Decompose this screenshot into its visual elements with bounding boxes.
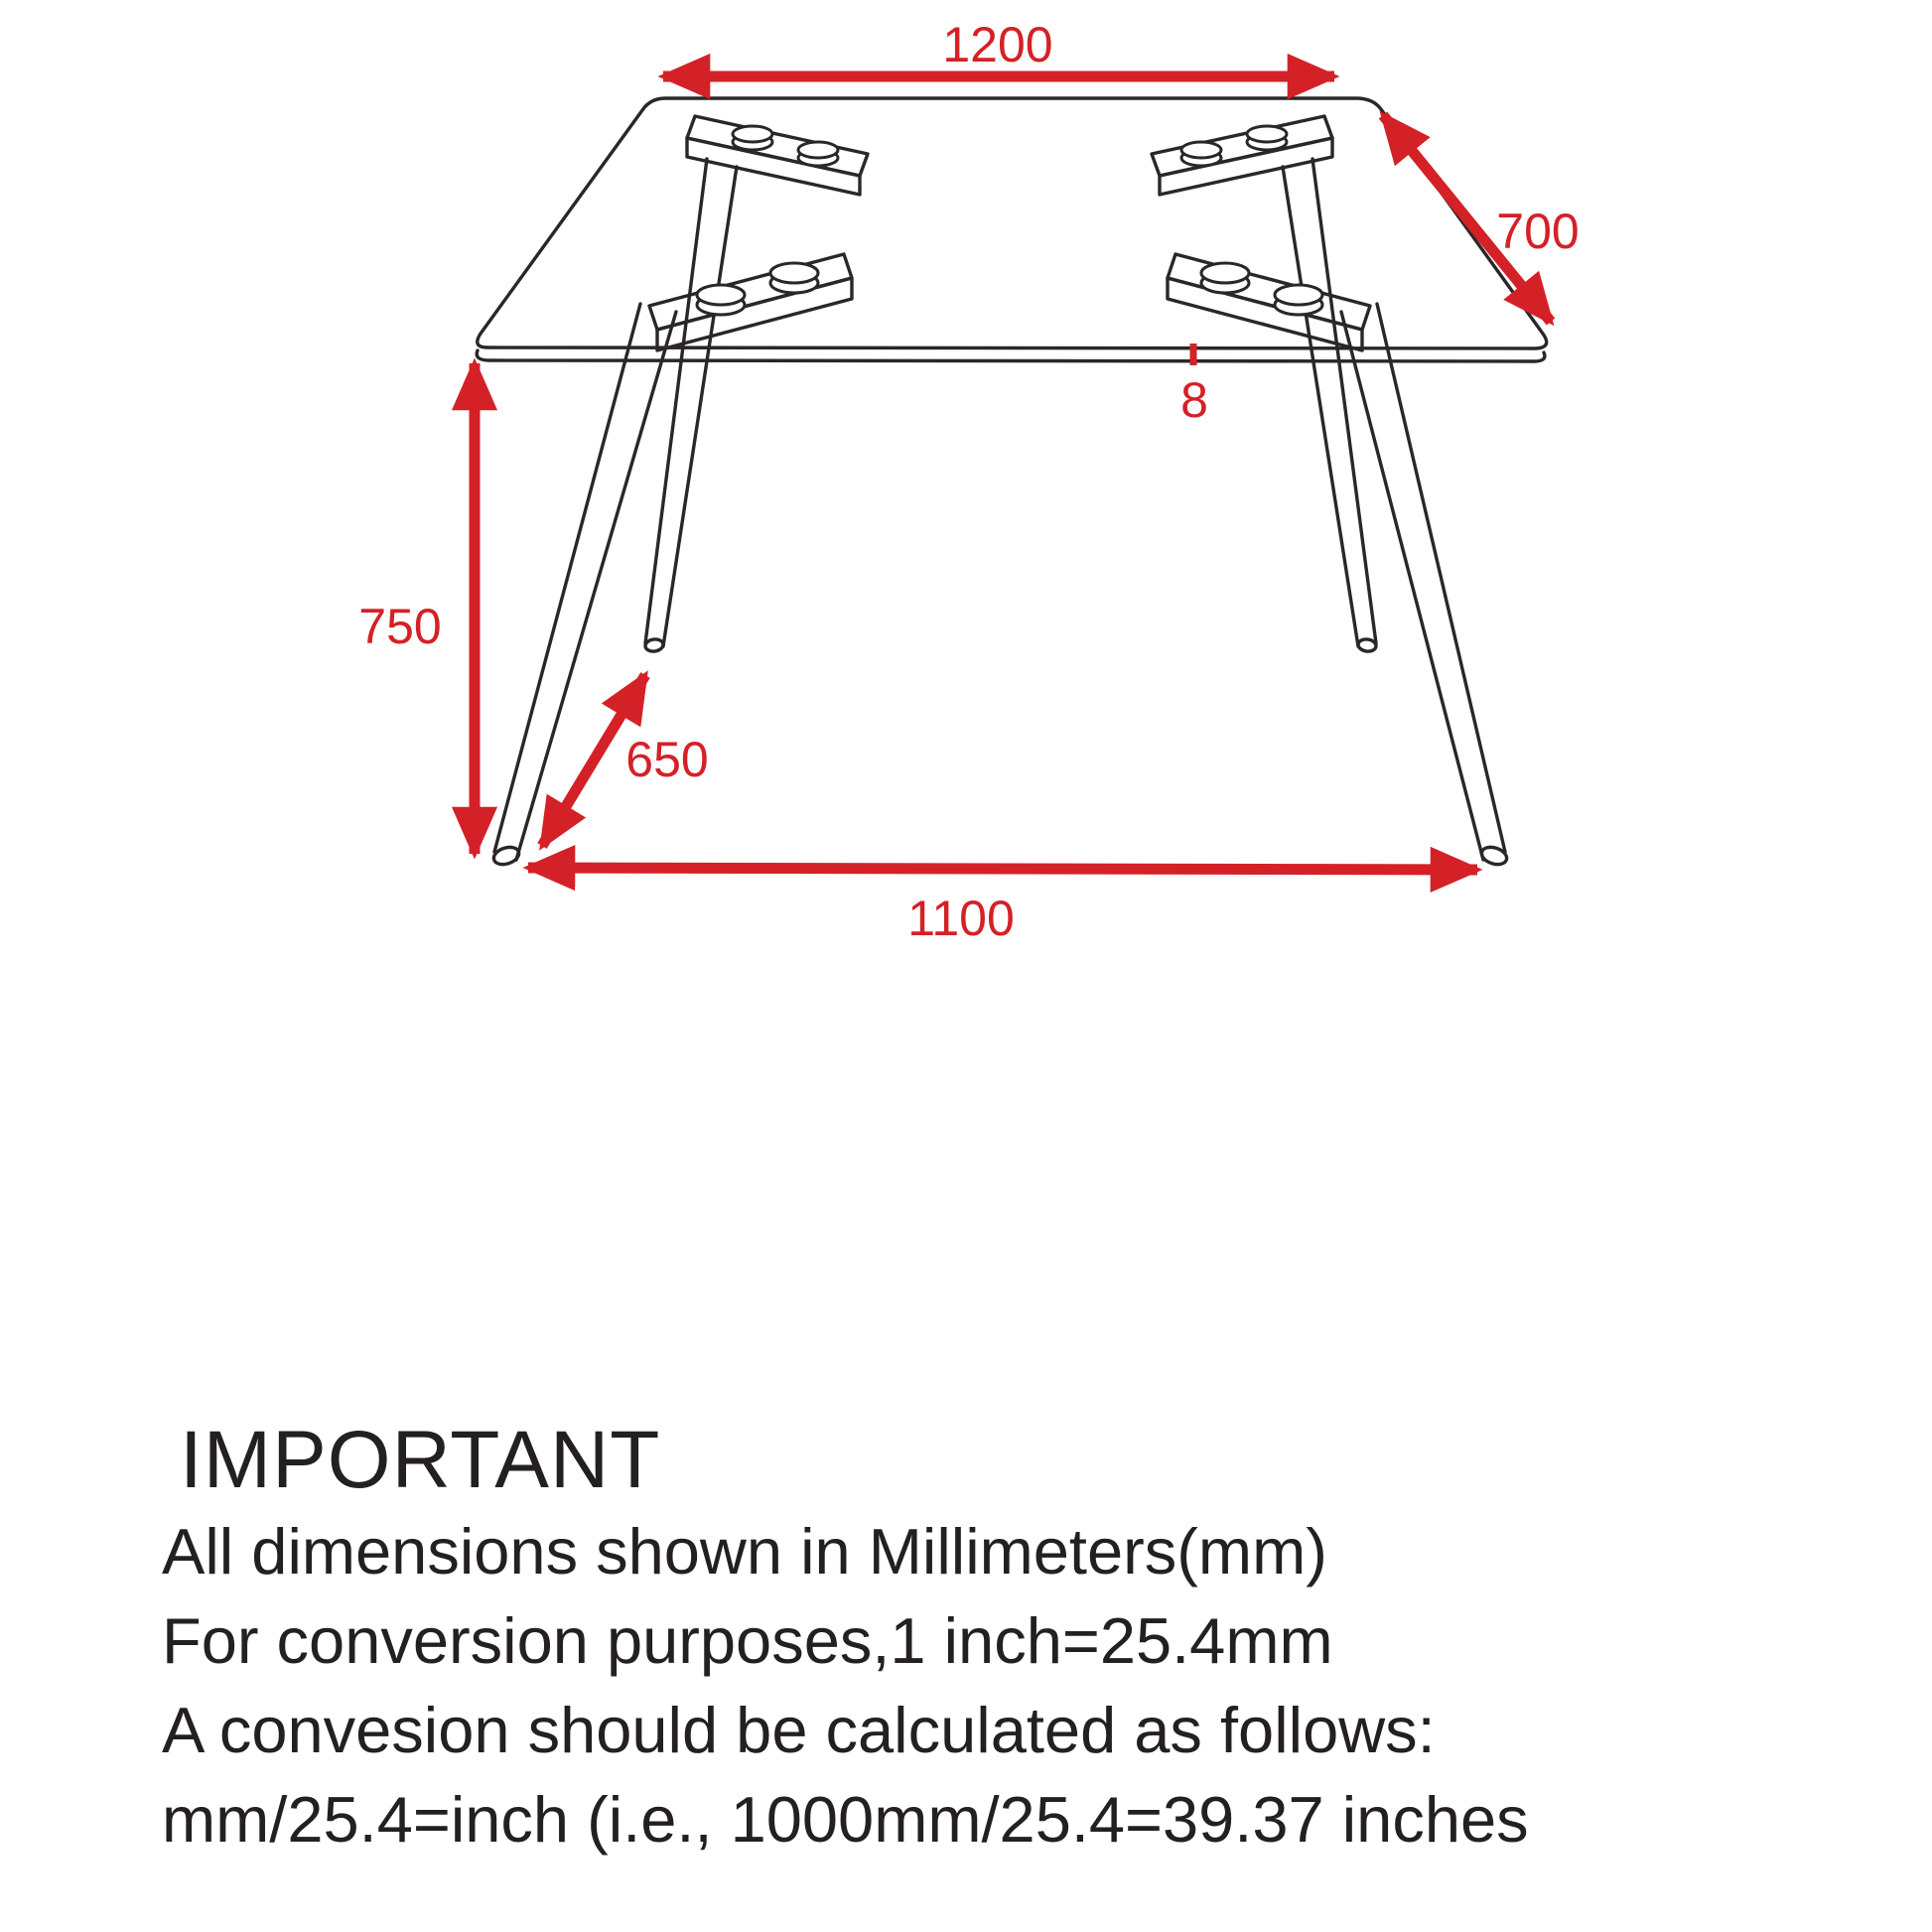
note-heading: IMPORTANT bbox=[180, 1415, 661, 1505]
note-line-units: All dimensions shown in Millimeters(mm) bbox=[162, 1515, 1327, 1587]
dimension-leg-depth-span bbox=[542, 675, 709, 846]
screw-boss bbox=[1181, 142, 1221, 158]
dim-label-glass-thickness: 8 bbox=[1180, 372, 1208, 428]
dim-label-top-width: 1200 bbox=[942, 17, 1053, 72]
note-line-conversion-factor: For conversion purposes,1 inch=25.4mm bbox=[162, 1604, 1333, 1677]
dimension-table-height bbox=[358, 363, 475, 854]
leg-back-right-foot bbox=[1357, 638, 1376, 652]
dimension-top-depth bbox=[1383, 115, 1580, 322]
screw-boss bbox=[798, 142, 838, 158]
glass-front-thickness-line bbox=[477, 350, 1545, 361]
leg-back-left-foot bbox=[644, 638, 663, 652]
dim-label-leg-width-span: 1100 bbox=[907, 891, 1015, 946]
dim-label-top-depth: 700 bbox=[1496, 204, 1580, 259]
dim-label-table-height: 750 bbox=[358, 599, 442, 654]
bracket-back-right-top-face bbox=[1152, 116, 1332, 176]
leg-front-right-outer-edge bbox=[1377, 304, 1505, 852]
screw-boss bbox=[733, 126, 772, 142]
leg-back-right-inner-edge bbox=[1283, 167, 1358, 646]
dim-label-leg-depth-span: 650 bbox=[625, 732, 709, 787]
leg-front-left-outer-edge bbox=[494, 304, 640, 852]
bracket-back-right bbox=[1152, 116, 1332, 195]
dimension-top-width bbox=[663, 17, 1334, 76]
leg-back-right-outer-edge bbox=[1312, 159, 1376, 643]
bracket-front-right bbox=[1168, 254, 1370, 350]
dim-arrow-leg-width-span bbox=[528, 868, 1477, 870]
leg-front-right bbox=[1341, 304, 1509, 868]
screw-boss bbox=[1201, 263, 1249, 283]
note-line-conversion-example: mm/25.4=inch (i.e., 1000mm/25.4=39.37 inches bbox=[162, 1783, 1529, 1856]
screw-boss bbox=[770, 263, 818, 283]
screw-boss bbox=[1247, 126, 1287, 142]
leg-back-right bbox=[1283, 159, 1377, 652]
bracket-front-right-top-face bbox=[1168, 254, 1370, 330]
screw-boss bbox=[1275, 285, 1322, 305]
note-line-conversion-rule: A convesion should be calculated as follows: bbox=[162, 1694, 1436, 1766]
leg-back-left bbox=[644, 159, 737, 652]
bracket-front-left bbox=[649, 254, 852, 350]
dimension-glass-thickness bbox=[1180, 344, 1208, 428]
bracket-front-left-top-face bbox=[649, 254, 852, 330]
dimension-note bbox=[162, 1507, 1529, 1864]
dimension-leg-width-span bbox=[528, 868, 1477, 946]
bracket-back-left-top-face bbox=[687, 116, 868, 176]
screw-boss bbox=[697, 285, 745, 305]
leg-front-right-inner-edge bbox=[1341, 312, 1483, 860]
bracket-back-left bbox=[687, 116, 868, 195]
